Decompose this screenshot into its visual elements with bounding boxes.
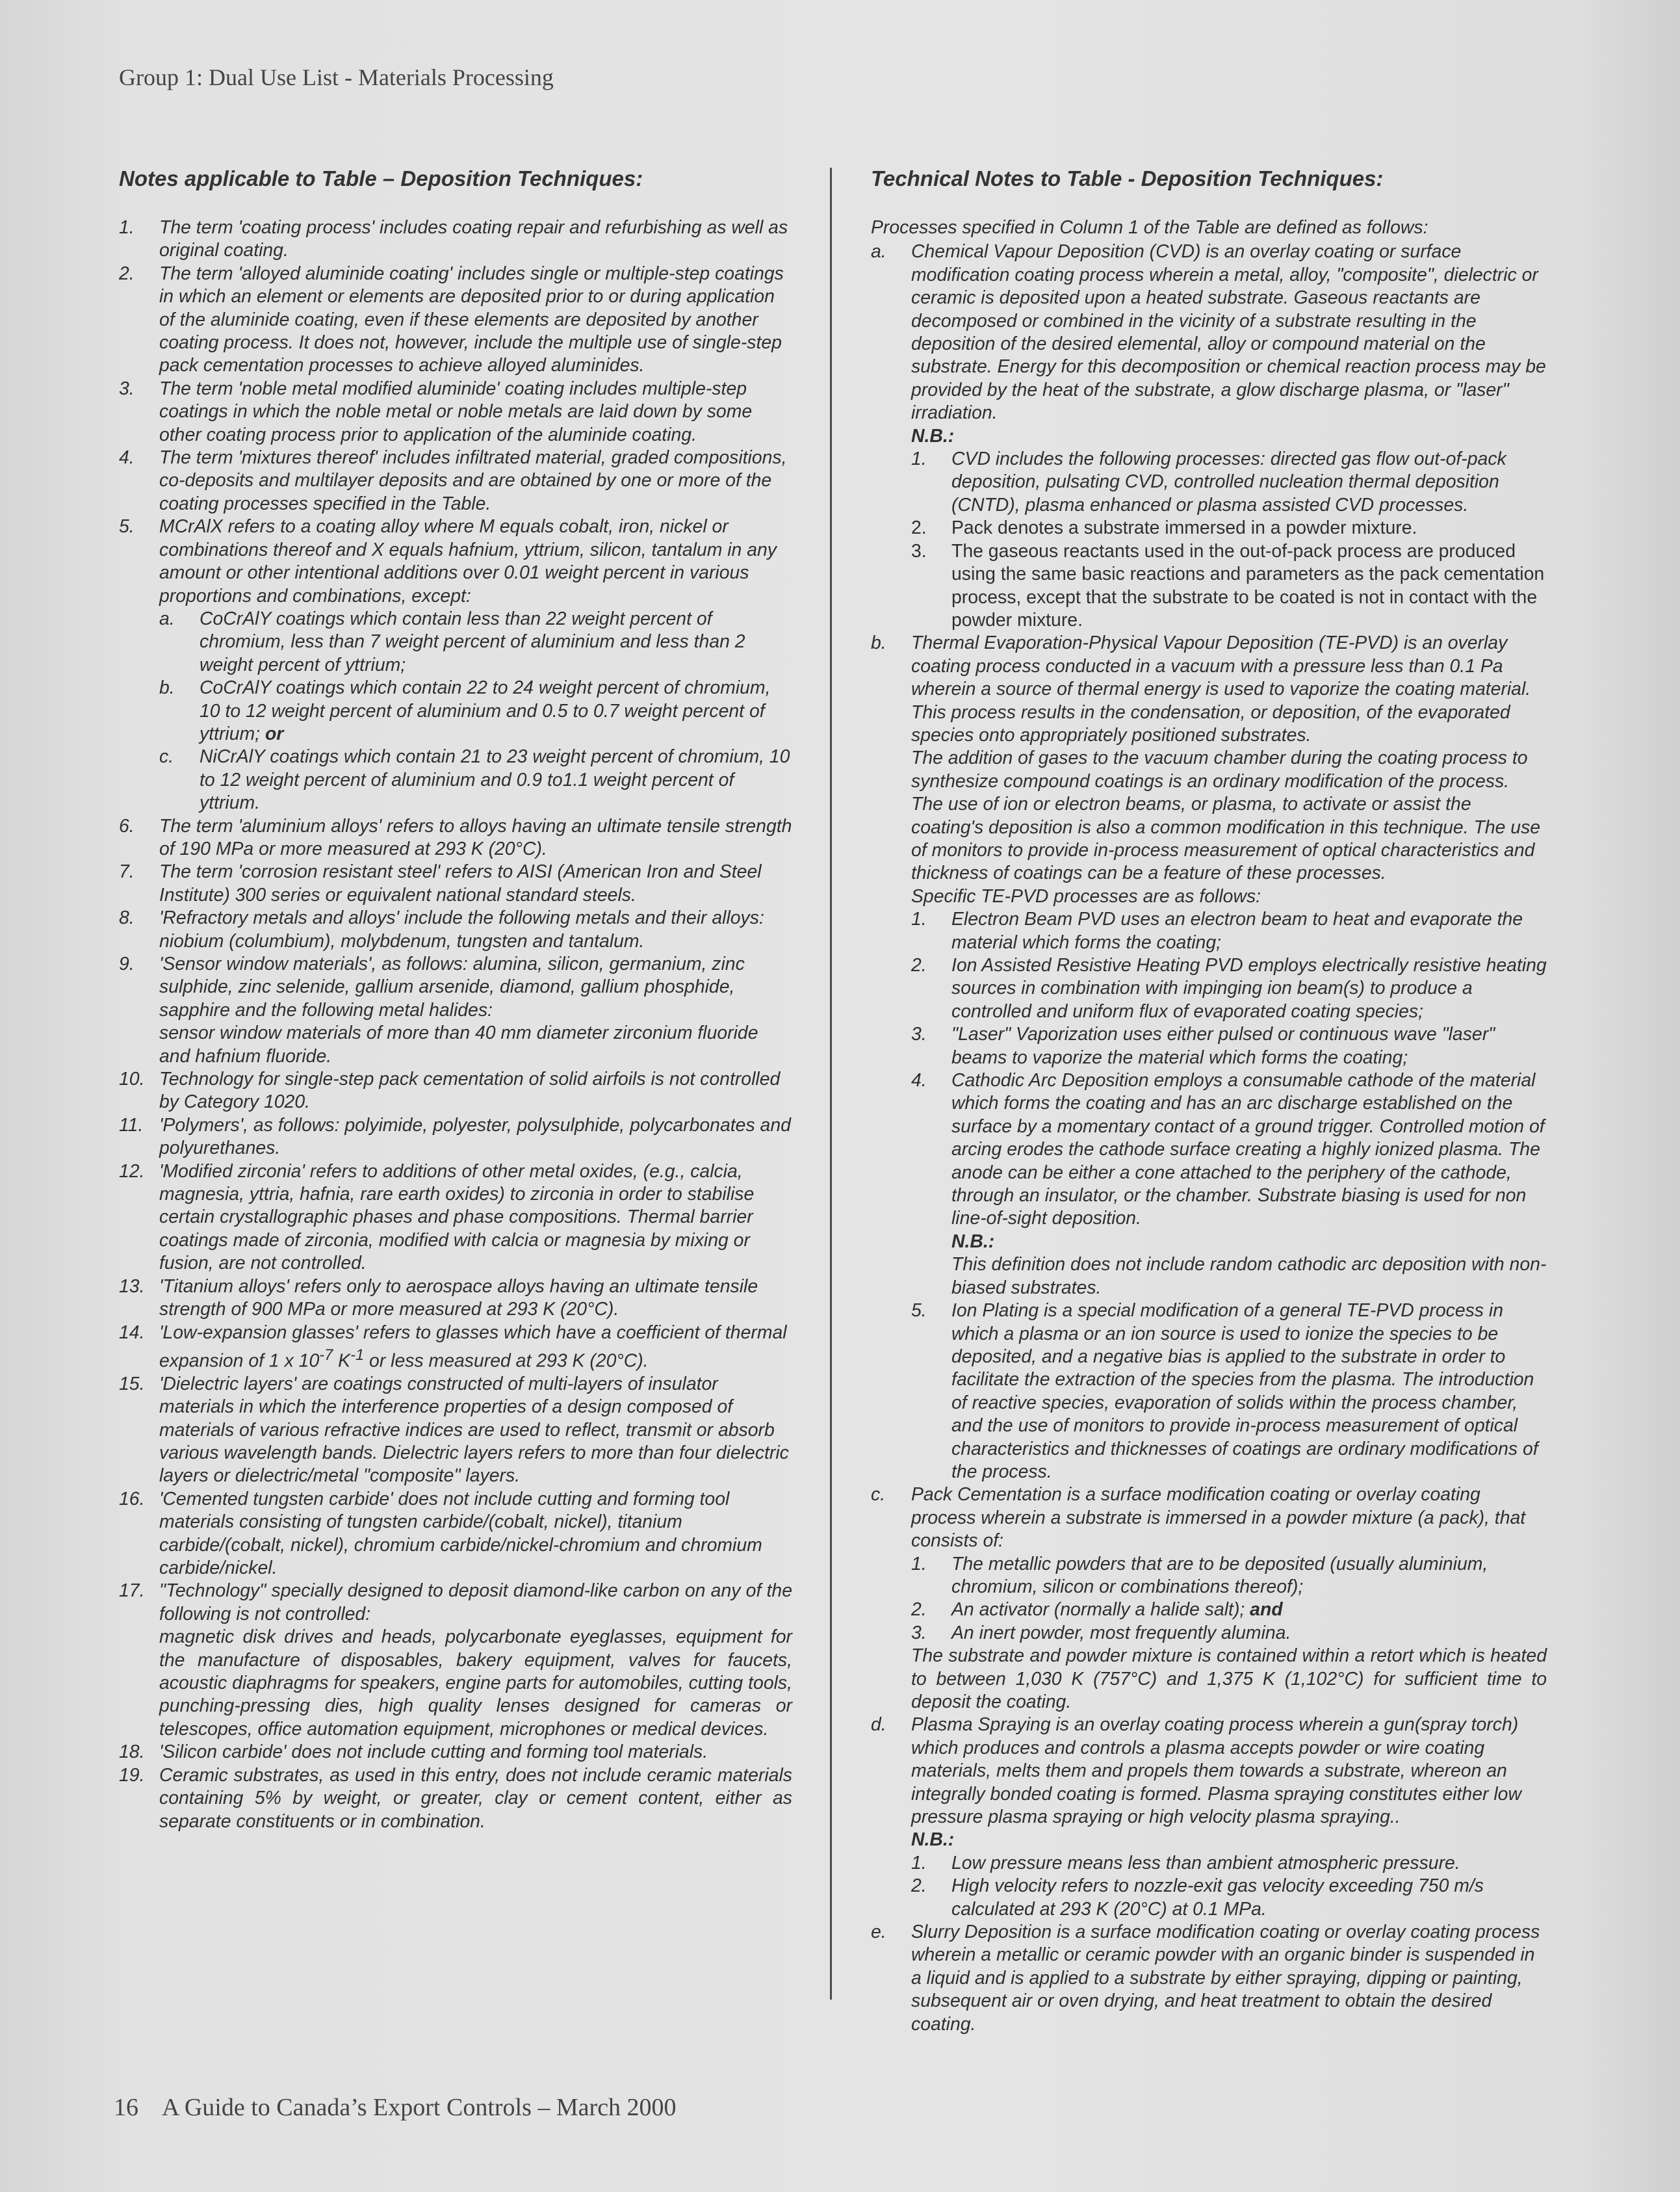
item-number: 7.	[119, 861, 135, 883]
item-text: The term 'mixtures thereof' includes infiltrated material, graded compositions, co-deposits and multilayer deposits and are obtained by one or more of the coating processes specified in the Table.	[159, 447, 787, 514]
item-number: 14.	[119, 1322, 145, 1343]
item-number: 12.	[119, 1160, 145, 1182]
item-text: 'Sensor window materials', as follows: alumina, silicon, germanium, zinc sulphide, zinc selenide, gallium arsenide, diamond, gallium phosphide, sapphire and the following metal halides:	[159, 954, 745, 1021]
sub-item: 1. The metallic powders that are to be deposited (usually aluminium, chromium, silicon or combinations thereof);	[911, 1553, 1488, 1597]
item-text: Thermal Evaporation-Physical Vapour Deposition (TE-PVD) is an overlay coating process conducted in a vacuum with a pressure less than 0.1 Pa wherein a source of thermal energy is used to vaporize the coating material. This process results in the condensation, or deposition, of the evaporated species onto appropriately positioned substrates.	[911, 633, 1531, 746]
technical-notes	[871, 216, 1547, 2036]
sub-item	[159, 677, 792, 746]
page-number: 16	[114, 2094, 138, 2121]
item-text: 'Titanium alloys' refers only to aerospace alloys having an ultimate tensile strength of 900 MPa or more measured at 293 K (20°C).	[159, 1275, 758, 1320]
list-item	[119, 1741, 792, 1764]
sub-item-text: NiCrAlY coatings which contain 21 to 23 weight percent of chromium, 10 to 12 weight percent of aluminium and 0.9 to1.1 weight percent of yttrium.	[200, 746, 790, 814]
list-item	[119, 216, 792, 263]
sub-item: 4. Cathodic Arc Deposition employs a consumable cathode of the material which forms the coating and has an arc discharge established on the surface by a momentary contact of a ground trigger. Controlled motion of arcing erodes the cathode surface creating a highly ionized plasma. The anode can be either a cone attached to the periphery of the cathode, through an insulator, or the chamber. Substrate biasing is used for non line-of-sight deposition. N.B.: This definition does not include random cathodic arc deposition with non-biased substrates.	[911, 1070, 1547, 1298]
item-number: 19.	[119, 1764, 145, 1786]
item-text-continued: Specific TE-PVD processes are as follows:	[911, 885, 1261, 907]
column-divider	[830, 168, 832, 2000]
sub-item-letter: b.	[159, 677, 175, 699]
item-text: Ceramic substrates, as used in this entry, does not include ceramic materials containing 5% by weight, or greater, clay or cement content, either as separate constituents or in combination.	[159, 1764, 792, 1832]
item-text: The term 'coating process' includes coating repair and refurbishing as well as original coating.	[159, 217, 788, 261]
footer-title: A Guide to Canada’s Export Controls – March 2000	[162, 2094, 677, 2121]
list-item	[119, 861, 792, 907]
right-heading: Technical Notes to Table - Deposition Techniques:	[871, 166, 1384, 190]
list-item	[119, 907, 792, 953]
item-number: 3.	[119, 378, 135, 399]
running-head: Group 1: Dual Use List - Materials Processing	[119, 64, 554, 90]
item-number: 16.	[119, 1488, 145, 1509]
item-text: The term 'alloyed aluminide coating' includes single or multiple-step coatings in which an element or elements are deposited prior to or during application of the aluminide coating, even if these elements are deposited by another coating process. It does not, however, include the multiple use of single-step pack cementation processes to achieve alloyed aluminides.	[159, 263, 784, 376]
sub-item: 2. An activator (normally a halide salt); and	[911, 1599, 1283, 1621]
right-column	[871, 166, 1547, 2036]
list-item	[119, 1764, 792, 1833]
item-text: Chemical Vapour Deposition (CVD) is an overlay coating or surface modification coating process wherein a metal, alloy, "composite", dielectric or ceramic is deposited upon a heated substrate. Gaseous reactants are decomposed or combined in the vicinity of a substrate resulting in the deposition of the desired elemental, alloy or compound material on the substrate. Energy for this decomposition or chemical reaction process may be provided by the heat of the substrate, a glow discharge plasma, or "laser" irradiation.	[911, 241, 1546, 424]
list-item	[119, 815, 792, 861]
notes-list	[119, 216, 792, 1833]
list-item	[119, 1580, 792, 1741]
list-item	[119, 515, 792, 815]
item-text: The term 'corrosion resistant steel' refers to AISI (American Iron and Steel Institute) 300 series or equivalent national standard steels.	[159, 861, 762, 906]
item-letter: d.	[871, 1714, 886, 1736]
list-item	[119, 263, 792, 378]
sub-item: 2. Pack denotes a substrate immersed in a powder mixture.	[911, 517, 1417, 539]
item-text: Technology for single-step pack cementation of solid airfoils is not controlled by Category 1020.	[159, 1069, 781, 1113]
item-text-continued: sensor window materials of more than 40 mm diameter zirconium fluoride and hafnium fluoride.	[159, 1023, 758, 1067]
sub-item	[159, 746, 792, 815]
list-item	[119, 1373, 792, 1488]
list-item	[119, 378, 792, 447]
page-footer	[114, 2093, 677, 2122]
item-text: "Technology" specially designed to deposit diamond-like carbon on any of the following is not controlled:	[159, 1580, 792, 1624]
item-number: 11.	[119, 1114, 144, 1136]
item-number: 8.	[119, 907, 135, 929]
item-text: Slurry Deposition is a surface modification coating or overlay coating process wherein a metallic or ceramic powder with an organic binder is suspended in a liquid and is applied to a substrate by either spraying, dipping or painting, subsequent air or oven drying, and heat treatment to obtain the desired coating.	[911, 1922, 1540, 2035]
item-text-continued: The substrate and powder mixture is contained within a retort which is heated to between 1,030 K (757°C) and 1,375 K (1,102°C) for sufficient time to deposit the coating.	[911, 1645, 1547, 1712]
list-item	[871, 1714, 1547, 1921]
sub-item-conjunction: or	[260, 723, 284, 744]
list-item	[119, 953, 792, 1068]
nb-label: N.B.:	[911, 1829, 955, 1851]
list-item	[119, 1160, 792, 1275]
sub-item: 2. Ion Assisted Resistive Heating PVD employs electrically resistive heating sources in combination with impinging ion beam(s) to produce a controlled and uniform flux of evaporated coating species;	[911, 955, 1547, 1022]
item-letter: a.	[871, 241, 886, 263]
left-column	[119, 166, 792, 1833]
item-text: 'Silicon carbide' does not include cutting and forming tool materials.	[159, 1742, 708, 1763]
item-text: 'Modified zirconia' refers to additions of other metal oxides, (e.g., calcia, magnesia, yttria, hafnia, rare earth oxides) to zirconia in order to stabilise certain crystallographic phases and phase compositions. Thermal barrier coatings made of zirconia, modified with calcia or magnesia by mixing or fusion, are not controlled.	[159, 1160, 755, 1274]
item-text: The term 'noble metal modified aluminide' coating includes multiple-step coatings in which the noble metal or noble metals are laid down by some other coating process prior to application of the aluminide coating.	[159, 378, 753, 445]
item-text: 'Low-expansion glasses' refers to glasses which have a coefficient of thermal expansion of 1 x $10^{-7}$ $K^{-1}$ or less measured at 293 K (20°C).	[159, 1322, 787, 1372]
sub-item-text: CoCrAlY coatings which contain less than 22 weight percent of chromium, less than 7 weight percent of aluminium and less than 2 weight percent of yttrium;	[200, 608, 745, 675]
nb-label: N.B.:	[951, 1231, 995, 1252]
item-letter: b.	[871, 633, 886, 654]
sub-item: 3. "Laser" Vaporization uses either pulsed or continuous wave "laser" beams to vaporize the material which forms the coating;	[911, 1024, 1495, 1068]
list-item	[119, 1322, 792, 1373]
item-letter: e.	[871, 1922, 886, 1943]
sub-item: 3. An inert powder, most frequently alumina.	[911, 1622, 1291, 1643]
item-text: 'Dielectric layers' are coatings constructed of multi-layers of insulator materials in which the interference properties of a design composed of materials of various refractive indices are used to reflect, transmit or absorb various wavelength bands. Dielectric layers refers to more than four dielectric layers or dielectric/metal "composite" layers.	[159, 1373, 789, 1487]
sub-item-letter: a.	[159, 608, 175, 629]
item-text-continued: The use of ion or electron beams, or plasma, to activate or assist the coating's deposition is also a common modification in this technique. The use of monitors to provide in-process measurement of optical characteristics and thickness of coatings can be a feature of these processes.	[911, 794, 1541, 884]
list-item	[119, 447, 792, 515]
list-item	[119, 1068, 792, 1114]
item-text: The term 'aluminium alloys' refers to alloys having an ultimate tensile strength of 190 MPa or more measured at 293 K (20°C).	[159, 815, 792, 859]
sub-item-text: CoCrAlY coatings which contain 22 to 24 weight percent of chromium, 10 to 12 weight percent of aluminium and 0.5 to 0.7 weight percent of yttrium;	[200, 677, 771, 744]
sub-item: 2. High velocity refers to nozzle-exit gas velocity exceeding 750 m/s calculated at 293 K (20°C) at 0.1 MPa.	[911, 1875, 1484, 1920]
item-number: 4.	[119, 447, 135, 469]
intro-text: Processes specified in Column 1 of the Table are defined as follows:	[871, 217, 1428, 238]
item-number: 13.	[119, 1275, 145, 1297]
item-text: Plasma Spraying is an overlay coating process wherein a gun(spray torch) which produces and controls a plasma accepts powder or wire coating materials, melts them and propels them towards a substrate, whereon an integrally bonded coating is formed. Plasma spraying constitutes either low pressure plasma spraying or high velocity plasma spraying..	[911, 1714, 1521, 1828]
item-number: 15.	[119, 1373, 145, 1394]
item-number: 5.	[119, 516, 135, 538]
list-item	[871, 241, 1547, 632]
list-item	[119, 1488, 792, 1580]
sub-item: 1. CVD includes the following processes: directed gas flow out-of-pack deposition, pulsating CVD, controlled nucleation thermal deposition (CNTD), plasma enhanced or plasma assisted CVD processes.	[911, 449, 1506, 515]
item-number: 6.	[119, 815, 135, 837]
item-text: Pack Cementation is a surface modification coating or overlay coating process wherein a substrate is immersed in a powder mixture (a pack), that consists of:	[911, 1484, 1526, 1552]
list-item	[871, 1921, 1547, 2036]
left-heading: Notes applicable to Table – Deposition Techniques:	[119, 166, 643, 190]
nb-label: N.B.:	[911, 425, 955, 447]
item-text: MCrAlX refers to a coating alloy where M equals cobalt, iron, nickel or combinations thereof and X equals hafnium, yttrium, silicon, tantalum in any amount or other intentional additions over 0.01 weight percent in various proportions and combinations, except:	[159, 516, 777, 607]
sub-item: 1. Electron Beam PVD uses an electron beam to heat and evaporate the material which forms the coating;	[911, 909, 1523, 953]
list-item	[119, 1275, 792, 1322]
item-number: 17.	[119, 1580, 145, 1602]
item-text: 'Polymers', as follows: polyimide, polyester, polysulphide, polycarbonates and polyurethanes.	[159, 1114, 791, 1159]
list-item	[871, 632, 1547, 1483]
item-number: 9.	[119, 954, 135, 974]
item-number: 10.	[119, 1069, 145, 1090]
sub-item-letter: c.	[159, 746, 174, 768]
list-item	[119, 1114, 792, 1160]
item-number: 18.	[119, 1742, 145, 1763]
item-number: 1.	[119, 217, 135, 238]
sub-item	[159, 608, 792, 677]
sub-item: 1. Low pressure means less than ambient atmospheric pressure.	[911, 1852, 1460, 1873]
item-text: 'Cemented tungsten carbide' does not include cutting and forming tool materials consisting of tungsten carbide/(cobalt, nickel), titanium carbide/(cobalt, nickel), chromium carbide/nickel-chromium and chromium carbide/nickel.	[159, 1488, 762, 1579]
item-text-continued: magnetic disk drives and heads, polycarbonate eyeglasses, equipment for the manufacture of disposables, bakery equipment, valves for faucets, acoustic diaphragms for speakers, engine parts for automobiles, cutting tools, punching-pressing dies, high quality lenses designed for cameras or telescopes, office automation equipment, microphones or medical devices.	[159, 1626, 792, 1740]
sub-item: 3. The gaseous reactants used in the out-of-pack process are produced using the same basic reactions and parameters as the pack cementation process, except that the substrate to be coated is not in contact with the powder mixture.	[911, 540, 1545, 631]
sub-item: 5. Ion Plating is a special modification of a general TE-PVD process in which a plasma or an ion source is used to ionize the species to be deposited, and a negative bias is applied to the substrate in order to facilitate the extraction of the species from the plasma. The introduction of reactive species, evaporation of solids within the process chamber, and the use of monitors to provide in-process measurement of optical characteristics and thicknesses of coatings are ordinary modifications of the process.	[911, 1300, 1538, 1482]
item-text: 'Refractory metals and alloys' include the following metals and their alloys: niobium (columbium), molybdenum, tungsten and tantalum.	[159, 907, 764, 952]
item-text-continued: The addition of gases to the vacuum chamber during the coating process to synthesize compound coatings is an ordinary modification of the process.	[911, 748, 1528, 792]
list-item	[871, 1483, 1547, 1714]
item-letter: c.	[871, 1484, 886, 1506]
item-number: 2.	[119, 263, 135, 284]
